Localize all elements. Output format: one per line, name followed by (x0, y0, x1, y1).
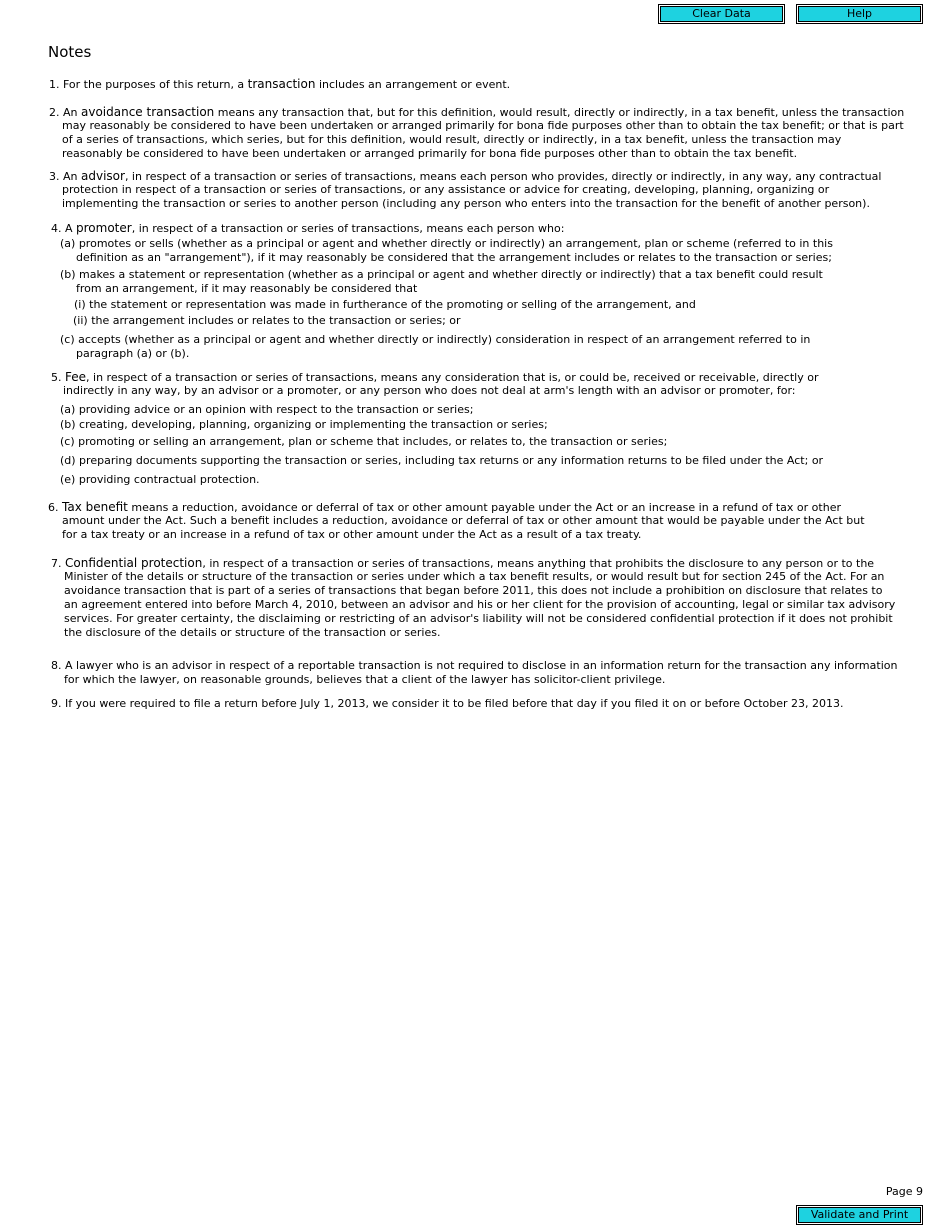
term-transaction: transaction (247, 77, 316, 91)
note-6-line-3: for a tax treaty or an increase in a refund of tax or other amount under the Act as a result of a tax treaty. (62, 528, 642, 541)
note-5-d: (d) preparing documents supporting the transaction or series, including tax returns or any information returns to be filed under the Act; or (60, 454, 824, 467)
note-3-line-1: 3. An advisor, in respect of a transaction or series of transactions, means each person who provides, directly or indirectly, in any way, any contractual (49, 169, 882, 183)
help-button[interactable]: Help (798, 6, 921, 22)
page-number: Page 9 (885, 1185, 923, 1198)
note-7-line-1: 7. Confidential protection, in respect of a transaction or series of transactions, means anything that prohibits the disclosure to any person or to the (51, 556, 875, 570)
note-5-e: (e) providing contractual protection. (60, 473, 260, 486)
note-8-line-2: for which the lawyer, on reasonable grounds, believes that a client of the lawyer has solicitor-client privilege. (64, 673, 666, 686)
note-4-c-line-1: (c) accepts (whether as a principal or agent and whether directly or indirectly) consideration in respect of an arrangement referred to in (60, 333, 811, 346)
note-2-line-3: of a series of transactions, which series, but for this definition, would result, directly or indirectly, in a tax benefit, unless the transaction may (62, 133, 842, 146)
note-2-line-1: 2. An avoidance transaction means any transaction that, but for this definition, would result, directly or indirectly, in a tax benefit, unless the transaction (49, 105, 905, 119)
term-promoter: promoter (76, 221, 132, 235)
note-7-line-4: an agreement entered into before March 4, 2010, between an advisor and his or her client for the provision of accounting, legal or similar tax advisory (64, 598, 896, 611)
note-9: 9. If you were required to file a return before July 1, 2013, we consider it to be filed before that day if you filed it on or before October 23, 2013. (51, 697, 844, 710)
note-3-line-2: protection in respect of a transaction or series of transactions, or any assistance or advice for creating, developing, planning, organizing or (62, 183, 830, 196)
term-confidential-protection: Confidential protection (65, 556, 203, 570)
note-6-line-2: amount under the Act. Such a benefit includes a reduction, avoidance or deferral of tax or other amount that would be payable under the Act but (62, 514, 865, 527)
note-4-b-ii: (ii) the arrangement includes or relates to the transaction or series; or (73, 314, 461, 327)
note-8-line-1: 8. A lawyer who is an advisor in respect of a reportable transaction is not required to disclose in an information return for the transaction any information (51, 659, 898, 672)
term-advisor: advisor (81, 169, 125, 183)
note-5-line-1: 5. Fee, in respect of a transaction or series of transactions, means any consideration that is, or could be, received or receivable, directly or (51, 370, 819, 384)
note-4-c-line-2: paragraph (a) or (b). (76, 347, 190, 360)
note-4-b-i: (i) the statement or representation was made in furtherance of the promoting or selling of the arrangement, and (74, 298, 696, 311)
note-1: 1. For the purposes of this return, a transaction includes an arrangement or event. (49, 77, 511, 91)
term-tax-benefit: Tax benefit (62, 500, 128, 514)
term-fee: Fee (65, 370, 87, 384)
page-title: Notes (48, 43, 92, 61)
note-4-line-1: 4. A promoter, in respect of a transaction or series of transactions, means each person who: (51, 221, 565, 235)
note-6-line-1: 6. Tax benefit means a reduction, avoidance or deferral of tax or other amount payable under the Act or an increase in a refund of tax or other (48, 500, 841, 514)
note-2-line-4: reasonably be considered to have been undertaken or arranged primarily for bona fide purposes other than to obtain the tax benefit. (62, 147, 798, 160)
note-4-a-line-1: (a) promotes or sells (whether as a principal or agent and whether directly or indirectly) an arrangement, plan or scheme (referred to in this (60, 237, 833, 250)
note-7-line-3: avoidance transaction that is part of a series of transactions that began before 2011, this does not include a prohibition on disclosure that relates to (64, 584, 883, 597)
note-4-b-line-2: from an arrangement, if it may reasonably be considered that (76, 282, 418, 295)
note-3-line-3: implementing the transaction or series to another person (including any person who enters into the transaction for the benefit of another person). (62, 197, 870, 210)
note-5-a: (a) providing advice or an opinion with respect to the transaction or series; (60, 403, 474, 416)
note-5-c: (c) promoting or selling an arrangement, plan or scheme that includes, or relates to, the transaction or series; (60, 435, 668, 448)
note-4-b-line-1: (b) makes a statement or representation (whether as a principal or agent and whether directly or indirectly) that a tax benefit could result (60, 268, 823, 281)
clear-data-button[interactable]: Clear Data (660, 6, 783, 22)
note-4-a-line-2: definition as an "arrangement"), if it may reasonably be considered that the arrangement includes or relates to the transaction or series; (76, 251, 832, 264)
note-2-line-2: may reasonably be considered to have been undertaken or arranged primarily for bona fide purposes other than to obtain the tax benefit; or that is part (62, 119, 904, 132)
note-5-line-2: indirectly in any way, by an advisor or a promoter, or any person who does not deal at arm's length with an advisor or promoter, for: (63, 384, 796, 397)
note-7-line-6: the disclosure of the details or structure of the transaction or series. (64, 626, 441, 639)
validate-and-print-button[interactable]: Validate and Print (798, 1207, 921, 1223)
term-avoidance-transaction: avoidance transaction (81, 105, 215, 119)
note-5-b: (b) creating, developing, planning, organizing or implementing the transaction or series; (60, 418, 548, 431)
note-7-line-2: Minister of the details or structure of the transaction or series under which a tax benefit results, or would result but for section 245 of the Act. For an (64, 570, 885, 583)
note-7-line-5: services. For greater certainty, the disclaiming or restricting of an advisor's liability will not be considered confidential protection if it does not prohibit (64, 612, 893, 625)
